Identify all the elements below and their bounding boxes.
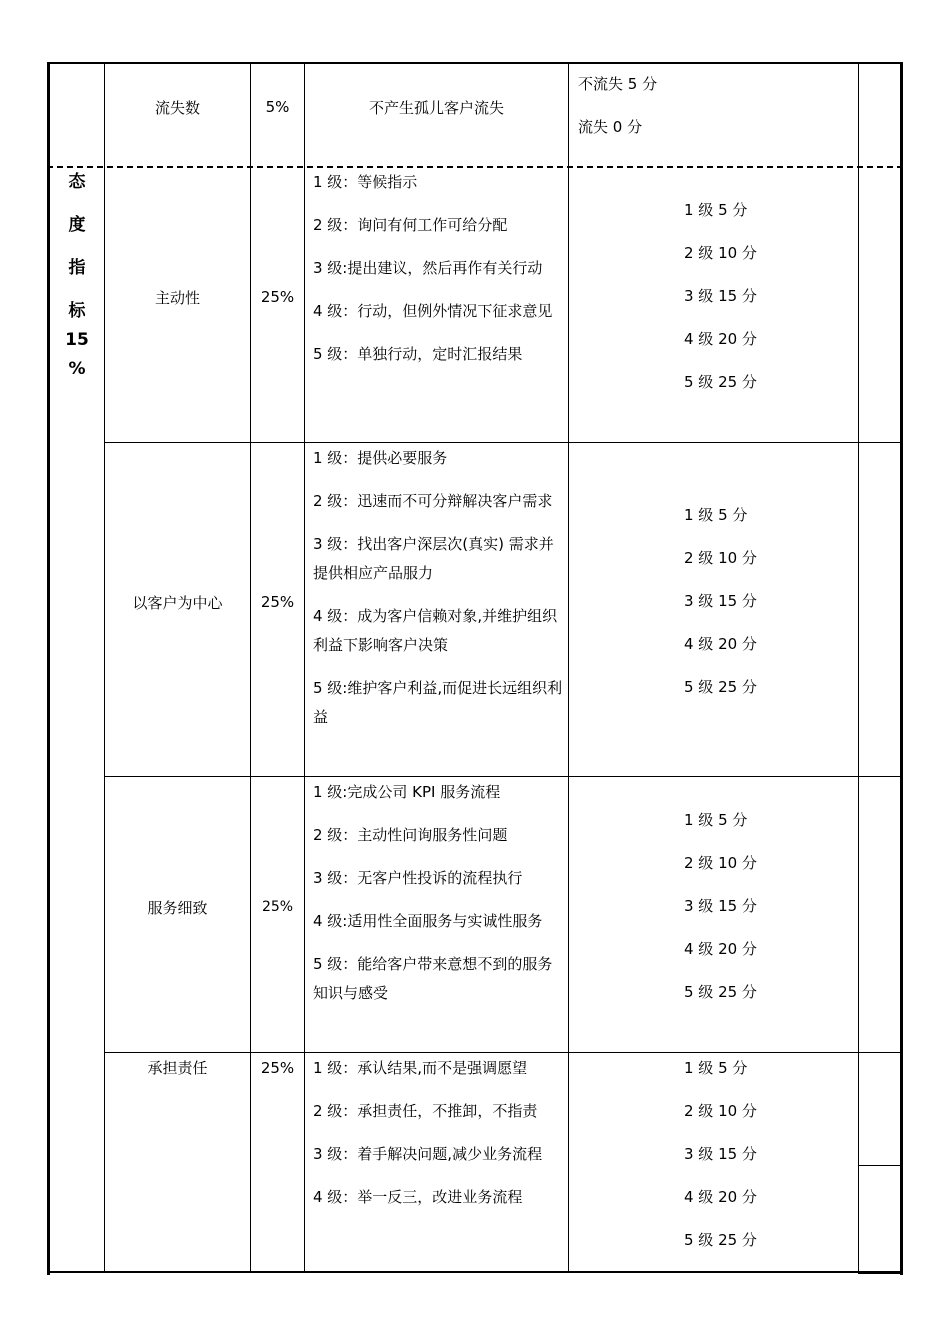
level-text: 3 级:提出建议，然后再作有关行动 [313, 259, 543, 277]
table-border-bottom-thick [858, 1271, 903, 1274]
row-levels [313, 444, 563, 732]
level-text: 5 级：能给客户带来意想不到的服务知识与感受 [313, 955, 553, 1002]
score-text: 5 级 25 分 [684, 678, 757, 696]
level-text: 5 级:维护客户利益,而促进长远组织利益 [313, 679, 563, 726]
row-weight: 25% [260, 288, 295, 306]
row-name: 服务细致 [147, 898, 208, 917]
top-row-left-accent [47, 62, 105, 64]
top-row-score: 不流失 5 分 [578, 75, 658, 93]
category-char: 指 [68, 258, 86, 278]
table-border-right [900, 62, 903, 1275]
score-text: 3 级 15 分 [684, 1145, 757, 1163]
level-text: 2 级：主动性问询服务性问题 [313, 826, 508, 844]
level-text: 3 级：着手解决问题,减少业务流程 [313, 1145, 543, 1163]
score-text: 1 级 5 分 [684, 811, 748, 829]
level-text: 1 级：等候指示 [313, 173, 418, 191]
col-line-5 [858, 62, 859, 1273]
score-text: 3 级 15 分 [684, 592, 757, 610]
top-row-description: 不产生孤儿客户流失 [368, 98, 504, 117]
score-text: 3 级 15 分 [684, 897, 757, 915]
row-scores [684, 1054, 844, 1255]
level-text: 1 级:完成公司 KPI 服务流程 [313, 783, 501, 801]
score-text: 2 级 10 分 [684, 1102, 757, 1120]
category-char: 度 [68, 215, 86, 235]
score-text: 4 级 20 分 [684, 1188, 757, 1206]
level-text: 1 级：提供必要服务 [313, 449, 448, 467]
score-text: 5 级 25 分 [684, 983, 757, 1001]
row-line-extra [858, 1165, 903, 1166]
score-text: 5 级 25 分 [684, 373, 757, 391]
level-text: 4 级:适用性全面服务与实诚性服务 [313, 912, 543, 930]
category-char: 态 [68, 172, 86, 192]
score-text: 1 级 5 分 [684, 506, 748, 524]
top-row-weight: 5% [265, 98, 290, 116]
level-text: 5 级：单独行动，定时汇报结果 [313, 345, 523, 363]
level-text: 4 级：成为客户信赖对象,并维护组织利益下影响客户决策 [313, 607, 558, 654]
row-scores [684, 501, 844, 702]
row-name: 以客户为中心 [132, 593, 223, 612]
score-text: 5 级 25 分 [684, 1231, 757, 1249]
row-weight: 25% [261, 899, 294, 915]
row-levels [313, 1054, 563, 1212]
score-text: 1 级 5 分 [684, 1059, 748, 1077]
row-scores [684, 196, 844, 397]
category-char: 标 [68, 301, 86, 321]
top-row-name: 流失数 [154, 98, 200, 117]
row-levels [313, 168, 563, 369]
score-text: 2 级 10 分 [684, 244, 757, 262]
score-text: 4 级 20 分 [684, 330, 757, 348]
category-char: % [68, 359, 86, 379]
category-char: 15 [65, 330, 89, 350]
row-weight: 25% [260, 593, 295, 611]
level-text: 2 级：承担责任，不推卸，不指责 [313, 1102, 538, 1120]
row-name: 主动性 [154, 288, 200, 307]
level-text: 2 级：询问有何工作可给分配 [313, 216, 508, 234]
score-text: 1 级 5 分 [684, 201, 748, 219]
score-text: 2 级 10 分 [684, 549, 757, 567]
category-label [50, 170, 104, 382]
col-line-3 [304, 62, 305, 1273]
level-text: 3 级：无客户性投诉的流程执行 [313, 869, 523, 887]
row-weight: 25% [260, 1059, 295, 1077]
score-text: 4 级 20 分 [684, 635, 757, 653]
level-text: 2 级：迅速而不可分辩解决客户需求 [313, 492, 553, 510]
level-text: 1 级：承认结果,而不是强调愿望 [313, 1059, 528, 1077]
row-name: 承担责任 [147, 1059, 208, 1077]
col-line-4 [568, 62, 569, 1273]
level-text: 4 级：举一反三，改进业务流程 [313, 1188, 523, 1206]
score-text: 4 级 20 分 [684, 940, 757, 958]
table-border-bottom [47, 1271, 903, 1273]
level-text: 4 级：行动，但例外情况下征求意见 [313, 302, 553, 320]
row-line-3 [104, 1052, 903, 1053]
row-levels [313, 778, 563, 1008]
top-row-score: 流失 0 分 [578, 118, 643, 136]
top-row-scores [578, 70, 848, 142]
row-scores [684, 806, 844, 1007]
level-text: 3 级：找出客户深层次(真实) 需求并提供相应产品服力 [313, 535, 554, 582]
score-text: 2 级 10 分 [684, 854, 757, 872]
score-text: 3 级 15 分 [684, 287, 757, 305]
